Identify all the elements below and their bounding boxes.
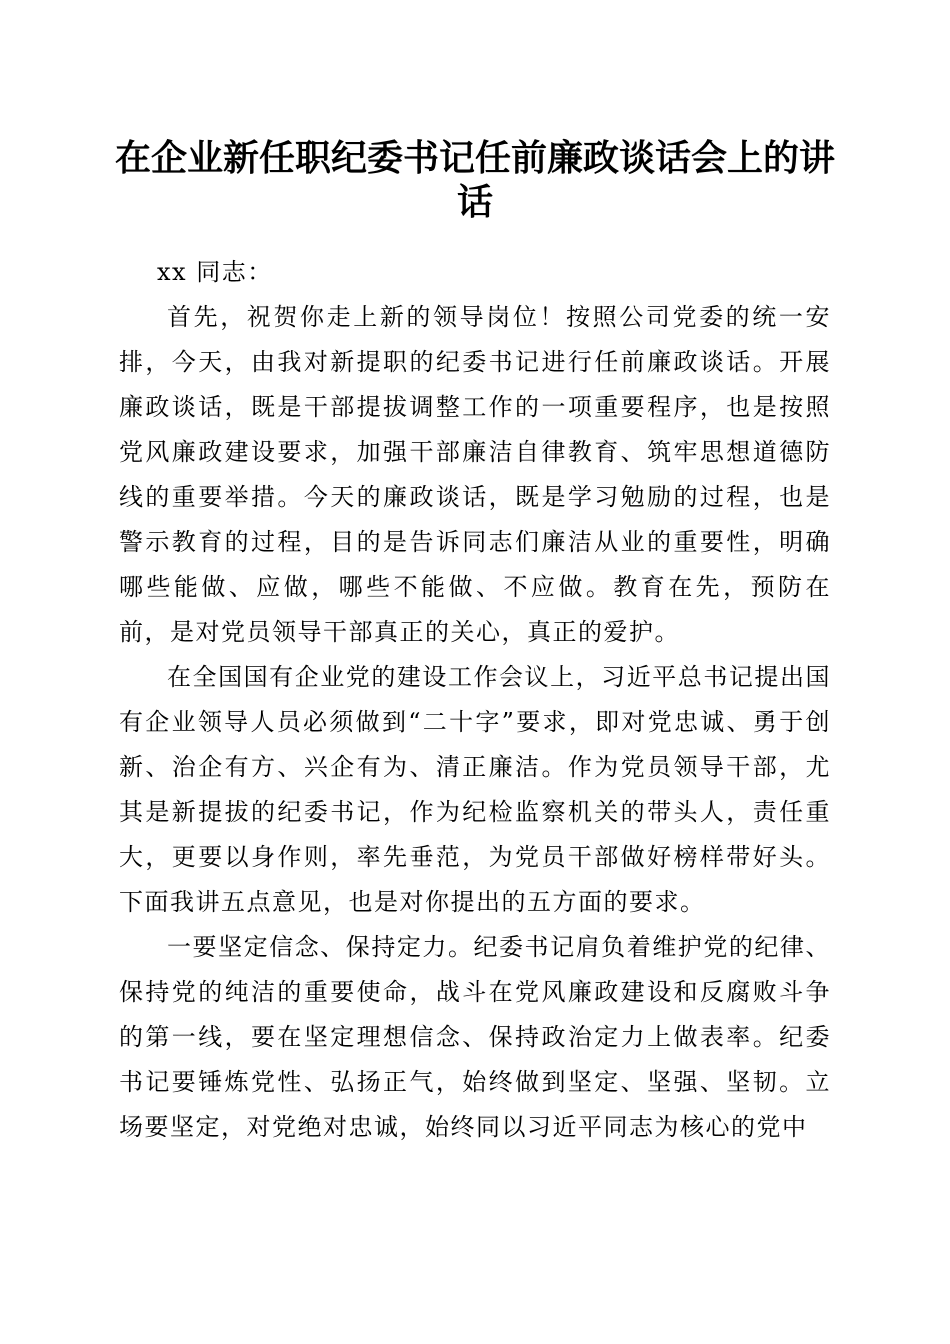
paragraph-1: 首先，祝贺你走上新的领导岗位！按照公司党委的统一安排，今天，由我对新提职的纪委书记进行任前廉政谈话。开展廉政谈话，既是干部提拔调整工作的一项重要程序，也是按照党风廉政建设要求，加强干部廉洁自律教育、筑牢思想道德防线的重要举措。今天的廉政谈话，既是学习勉励的过程，也是警示教育的过程，目的是告诉同志们廉洁从业的重要性，明确哪些能做、应做，哪些不能做、不应做。教育在先，预防在前，是对党员领导干部真正的关心，真正的爱护。 bbox=[119, 303, 831, 646]
paragraph-3: 一要坚定信念、保持定力。纪委书记肩负着维护党的纪律、保持党的纯洁的重要使命，战斗在党风廉政建设和反腐败斗争的第一线，要在坚定理想信念、保持政治定力上做表率。纪委书记要锤炼党性、弘扬正气，始终做到坚定、坚强、坚韧。立场要坚定，对党绝对忠诚，始终同以习近平同志为核心的党中 bbox=[119, 933, 831, 1141]
document-title: 在企业新任职纪委书记任前廉政谈话会上的讲话 bbox=[114, 137, 835, 223]
paragraph-2: 在全国国有企业党的建设工作会议上，习近平总书记提出国有企业领导人员必须做到“二十字”要求，即对党忠诚、勇于创新、治企有方、兴企有为、清正廉洁。作为党员领导干部，尤其是新提拔的纪委书记，作为纪检监察机关的带头人，责任重大，更要以身作则，率先垂范，为党员干部做好榜样带好头。下面我讲五点意见，也是对你提出的五方面的要求。 bbox=[119, 663, 831, 916]
salutation: xx 同志： bbox=[157, 258, 273, 286]
document-body bbox=[119, 250, 831, 1150]
